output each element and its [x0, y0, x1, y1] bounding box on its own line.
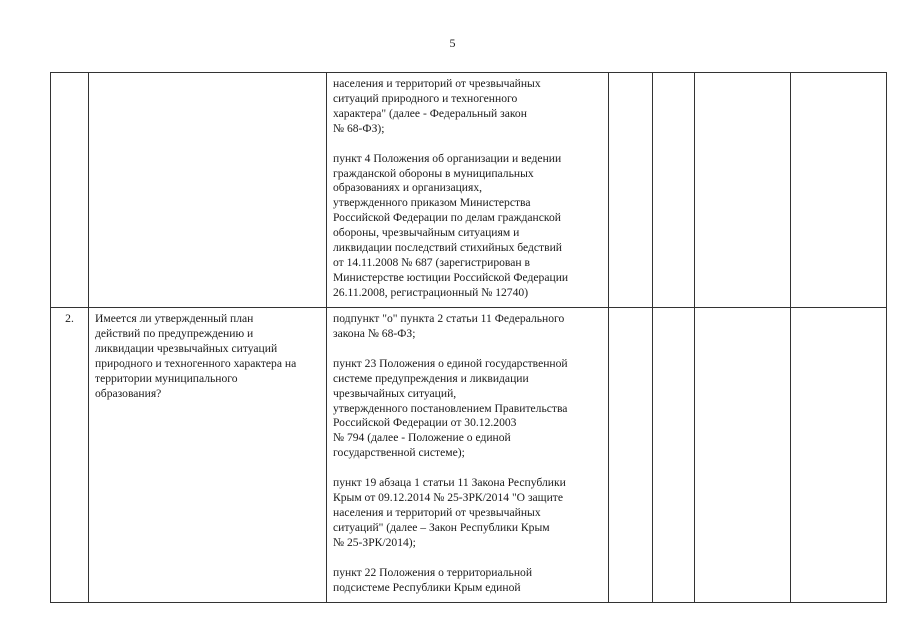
- remarks-cell: [791, 73, 887, 308]
- page-number: 5: [449, 36, 456, 50]
- requisite-paragraph: пункт 4 Положения об организации и ведении гражданской обороны в муниципальных образованиях и организациях, утвержденного приказом Министерства Российской Федерации по делам гражданской обороны, чрезвычайным ситуациям и ликвидации последствий стихийных бедствий от 14.11.2008 № 687 (зарегистрирован в Министерстве юстиции Российской Федерации 26.11.2008, регистрационный № 12740): [333, 151, 569, 299]
- answer-na-cell: [695, 73, 791, 308]
- remarks-cell: [791, 308, 887, 603]
- question-cell: Имеется ли утвержденный план действий по предупреждению и ликвидации чрезвычайных ситуаций природного и техногенного характера на территории муниципального образования?: [89, 308, 327, 603]
- question-cell: [89, 73, 327, 308]
- requisite-paragraph: пункт 22 Положения о территориальной подсистеме Республики Крым единой: [333, 565, 533, 594]
- requisite-paragraph: подпункт "о" пункта 2 статьи 11 Федерального закона № 68-ФЗ;: [333, 312, 565, 340]
- requisites-cell: [327, 308, 609, 603]
- table-row: [51, 73, 887, 308]
- answer-no-cell: [653, 308, 695, 603]
- answer-na-cell: [695, 308, 791, 603]
- checklist-table: [50, 72, 887, 603]
- answer-no-cell: [653, 73, 695, 308]
- requisite-paragraph: населения и территорий от чрезвычайных ситуаций природного и техногенного характера" (далее - Федеральный закон № 68-ФЗ);: [333, 77, 541, 135]
- requisites-cell: [327, 73, 609, 308]
- row-number-cell: [51, 73, 89, 308]
- table-row: [51, 308, 887, 603]
- requisite-paragraph: пункт 23 Положения о единой государственной системе предупреждения и ликвидации чрезвычайных ситуаций, утвержденного постановлением Правительства Российской Федерации от 30.12.2003 № 794 (далее - Положение о единой государственной системе);: [333, 356, 568, 460]
- requisite-paragraph: пункт 19 абзаца 1 статьи 11 Закона Республики Крым от 09.12.2014 № 25-ЗРК/2014 "О защите населения и территорий от чрезвычайных ситуаций" (далее – Закон Республики Крым № 25-ЗРК/2014);: [333, 476, 566, 549]
- row-number-cell: 2.: [51, 308, 89, 603]
- answer-yes-cell: [609, 308, 653, 603]
- answer-yes-cell: [609, 73, 653, 308]
